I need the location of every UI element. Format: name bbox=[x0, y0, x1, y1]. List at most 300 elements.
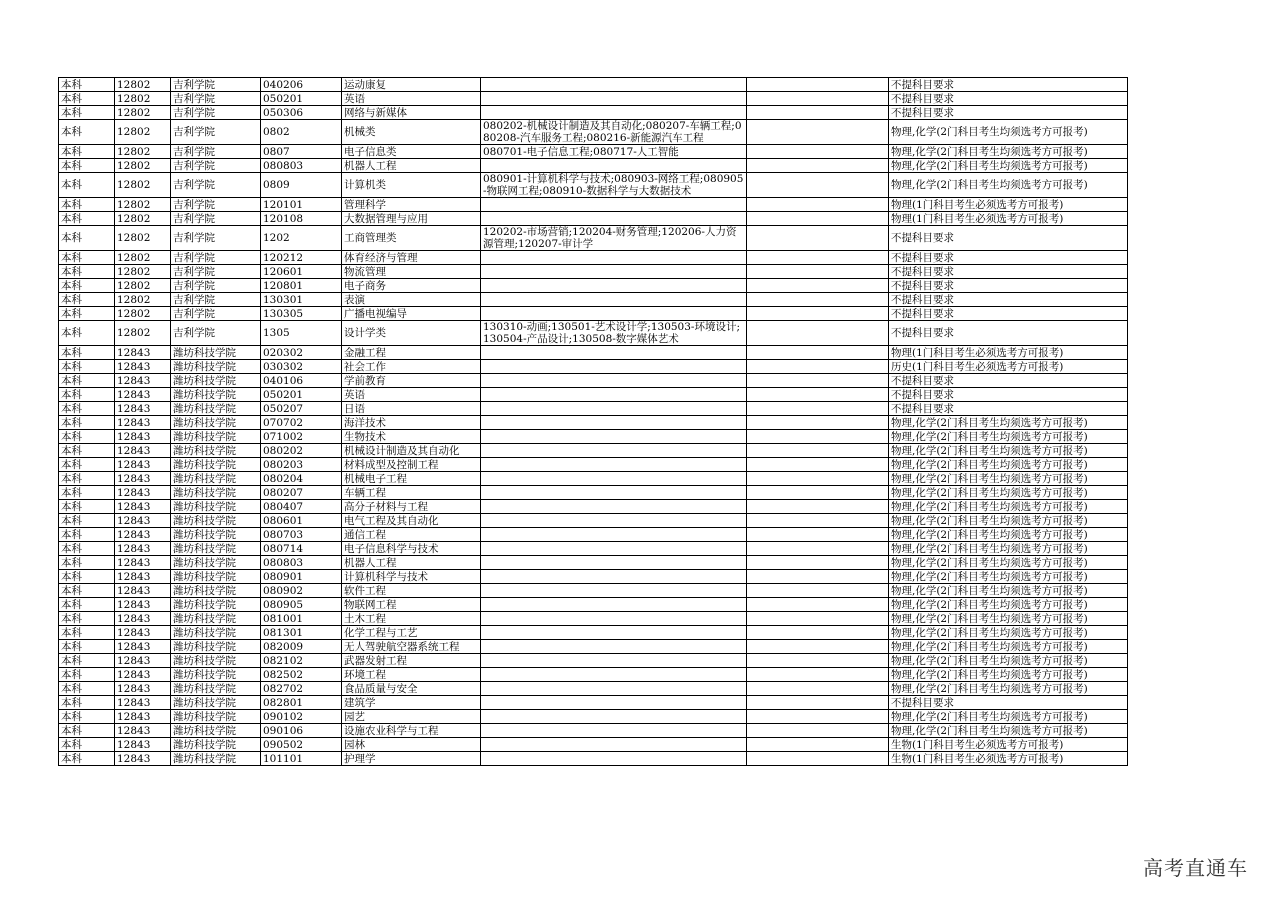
code-cell: 12802 bbox=[115, 159, 171, 173]
table-row bbox=[59, 145, 1128, 159]
level-cell: 本科 bbox=[59, 212, 115, 226]
included-majors-cell bbox=[481, 528, 747, 542]
code-cell: 12843 bbox=[115, 374, 171, 388]
requirement-cell: 物理,化学(2门科目考生均须选考方可报考) bbox=[889, 159, 1128, 173]
code-cell: 12843 bbox=[115, 346, 171, 360]
major-name-cell: 物流管理 bbox=[342, 265, 481, 279]
included-majors-cell bbox=[481, 374, 747, 388]
included-majors-cell bbox=[481, 212, 747, 226]
code-cell: 12843 bbox=[115, 640, 171, 654]
blank-cell bbox=[747, 198, 889, 212]
blank-cell bbox=[747, 92, 889, 106]
major-code-cell: 120601 bbox=[261, 265, 342, 279]
table-row bbox=[59, 265, 1128, 279]
major-name-cell: 环境工程 bbox=[342, 668, 481, 682]
code-cell: 12843 bbox=[115, 430, 171, 444]
level-cell: 本科 bbox=[59, 752, 115, 766]
blank-cell bbox=[747, 724, 889, 738]
level-cell: 本科 bbox=[59, 486, 115, 500]
school-cell: 潍坊科技学院 bbox=[171, 710, 261, 724]
level-cell: 本科 bbox=[59, 360, 115, 374]
requirement-cell: 物理,化学(2门科目考生均须选考方可报考) bbox=[889, 444, 1128, 458]
school-cell: 吉利学院 bbox=[171, 265, 261, 279]
requirement-cell: 不提科目要求 bbox=[889, 388, 1128, 402]
level-cell: 本科 bbox=[59, 724, 115, 738]
requirement-cell: 不提科目要求 bbox=[889, 92, 1128, 106]
included-majors-cell bbox=[481, 626, 747, 640]
included-majors-cell bbox=[481, 710, 747, 724]
table-row bbox=[59, 528, 1128, 542]
level-cell: 本科 bbox=[59, 198, 115, 212]
major-code-cell: 082502 bbox=[261, 668, 342, 682]
requirement-cell: 不提科目要求 bbox=[889, 696, 1128, 710]
table-row bbox=[59, 724, 1128, 738]
major-code-cell: 070702 bbox=[261, 416, 342, 430]
code-cell: 12843 bbox=[115, 528, 171, 542]
requirement-cell: 不提科目要求 bbox=[889, 78, 1128, 92]
major-code-cell: 080901 bbox=[261, 570, 342, 584]
code-cell: 12843 bbox=[115, 388, 171, 402]
code-cell: 12843 bbox=[115, 402, 171, 416]
major-code-cell: 1305 bbox=[261, 321, 342, 346]
major-code-cell: 040206 bbox=[261, 78, 342, 92]
major-code-cell: 1202 bbox=[261, 226, 342, 251]
code-cell: 12843 bbox=[115, 710, 171, 724]
school-cell: 潍坊科技学院 bbox=[171, 612, 261, 626]
major-name-cell: 物联网工程 bbox=[342, 598, 481, 612]
school-cell: 潍坊科技学院 bbox=[171, 458, 261, 472]
requirement-cell: 物理,化学(2门科目考生均须选考方可报考) bbox=[889, 458, 1128, 472]
code-cell: 12843 bbox=[115, 584, 171, 598]
blank-cell bbox=[747, 106, 889, 120]
blank-cell bbox=[747, 696, 889, 710]
code-cell: 12843 bbox=[115, 724, 171, 738]
major-code-cell: 030302 bbox=[261, 360, 342, 374]
major-name-cell: 英语 bbox=[342, 388, 481, 402]
table-row bbox=[59, 752, 1128, 766]
code-cell: 12802 bbox=[115, 321, 171, 346]
major-code-cell: 080803 bbox=[261, 556, 342, 570]
table-row bbox=[59, 486, 1128, 500]
table-body bbox=[59, 78, 1128, 766]
blank-cell bbox=[747, 654, 889, 668]
table-row bbox=[59, 251, 1128, 265]
blank-cell bbox=[747, 556, 889, 570]
requirement-cell: 物理,化学(2门科目考生均须选考方可报考) bbox=[889, 584, 1128, 598]
code-cell: 12843 bbox=[115, 472, 171, 486]
major-code-cell: 081301 bbox=[261, 626, 342, 640]
major-code-cell: 130301 bbox=[261, 293, 342, 307]
included-majors-cell: 080901-计算机科学与技术;080903-网络工程;080905-物联网工程;080910-数据科学与大数据技术 bbox=[481, 173, 747, 198]
major-name-cell: 计算机类 bbox=[342, 173, 481, 198]
code-cell: 12802 bbox=[115, 173, 171, 198]
requirement-cell: 物理(1门科目考生必须选考方可报考) bbox=[889, 198, 1128, 212]
major-name-cell: 运动康复 bbox=[342, 78, 481, 92]
table-row bbox=[59, 668, 1128, 682]
included-majors-cell bbox=[481, 738, 747, 752]
major-name-cell: 食品质量与安全 bbox=[342, 682, 481, 696]
table-row bbox=[59, 514, 1128, 528]
blank-cell bbox=[747, 145, 889, 159]
blank-cell bbox=[747, 360, 889, 374]
major-code-cell: 080714 bbox=[261, 542, 342, 556]
included-majors-cell bbox=[481, 542, 747, 556]
level-cell: 本科 bbox=[59, 120, 115, 145]
table-row bbox=[59, 212, 1128, 226]
requirement-cell: 物理,化学(2门科目考生均须选考方可报考) bbox=[889, 145, 1128, 159]
blank-cell bbox=[747, 120, 889, 145]
level-cell: 本科 bbox=[59, 514, 115, 528]
included-majors-cell bbox=[481, 598, 747, 612]
included-majors-cell bbox=[481, 279, 747, 293]
level-cell: 本科 bbox=[59, 321, 115, 346]
included-majors-cell bbox=[481, 654, 747, 668]
code-cell: 12843 bbox=[115, 654, 171, 668]
major-name-cell: 日语 bbox=[342, 402, 481, 416]
included-majors-cell bbox=[481, 92, 747, 106]
level-cell: 本科 bbox=[59, 542, 115, 556]
table-row bbox=[59, 570, 1128, 584]
school-cell: 潍坊科技学院 bbox=[171, 402, 261, 416]
blank-cell bbox=[747, 279, 889, 293]
school-cell: 吉利学院 bbox=[171, 212, 261, 226]
requirement-cell: 物理(1门科目考生必须选考方可报考) bbox=[889, 212, 1128, 226]
included-majors-cell bbox=[481, 724, 747, 738]
major-code-cell: 120108 bbox=[261, 212, 342, 226]
major-name-cell: 金融工程 bbox=[342, 346, 481, 360]
blank-cell bbox=[747, 710, 889, 724]
major-code-cell: 130305 bbox=[261, 307, 342, 321]
included-majors-cell bbox=[481, 293, 747, 307]
major-code-cell: 050201 bbox=[261, 92, 342, 106]
school-cell: 吉利学院 bbox=[171, 106, 261, 120]
blank-cell bbox=[747, 738, 889, 752]
major-code-cell: 050207 bbox=[261, 402, 342, 416]
level-cell: 本科 bbox=[59, 654, 115, 668]
major-code-cell: 120212 bbox=[261, 251, 342, 265]
school-cell: 吉利学院 bbox=[171, 321, 261, 346]
major-name-cell: 无人驾驶航空器系统工程 bbox=[342, 640, 481, 654]
requirement-cell: 不提科目要求 bbox=[889, 321, 1128, 346]
requirement-cell: 物理,化学(2门科目考生均须选考方可报考) bbox=[889, 654, 1128, 668]
included-majors-cell bbox=[481, 360, 747, 374]
school-cell: 潍坊科技学院 bbox=[171, 346, 261, 360]
major-name-cell: 设计学类 bbox=[342, 321, 481, 346]
school-cell: 潍坊科技学院 bbox=[171, 682, 261, 696]
blank-cell bbox=[747, 570, 889, 584]
major-code-cell: 050201 bbox=[261, 388, 342, 402]
table-row bbox=[59, 92, 1128, 106]
level-cell: 本科 bbox=[59, 668, 115, 682]
code-cell: 12843 bbox=[115, 682, 171, 696]
included-majors-cell bbox=[481, 416, 747, 430]
school-cell: 潍坊科技学院 bbox=[171, 584, 261, 598]
table-row bbox=[59, 198, 1128, 212]
school-cell: 吉利学院 bbox=[171, 120, 261, 145]
code-cell: 12802 bbox=[115, 293, 171, 307]
major-code-cell: 080204 bbox=[261, 472, 342, 486]
included-majors-cell bbox=[481, 159, 747, 173]
major-code-cell: 082702 bbox=[261, 682, 342, 696]
code-cell: 12843 bbox=[115, 598, 171, 612]
blank-cell bbox=[747, 307, 889, 321]
school-cell: 潍坊科技学院 bbox=[171, 668, 261, 682]
table-row bbox=[59, 598, 1128, 612]
included-majors-cell bbox=[481, 612, 747, 626]
major-name-cell: 软件工程 bbox=[342, 584, 481, 598]
code-cell: 12843 bbox=[115, 444, 171, 458]
major-code-cell: 120101 bbox=[261, 198, 342, 212]
level-cell: 本科 bbox=[59, 500, 115, 514]
major-code-cell: 0809 bbox=[261, 173, 342, 198]
requirement-cell: 物理,化学(2门科目考生均须选考方可报考) bbox=[889, 640, 1128, 654]
table-row bbox=[59, 654, 1128, 668]
code-cell: 12843 bbox=[115, 458, 171, 472]
level-cell: 本科 bbox=[59, 293, 115, 307]
table-row bbox=[59, 402, 1128, 416]
level-cell: 本科 bbox=[59, 458, 115, 472]
table-row bbox=[59, 307, 1128, 321]
blank-cell bbox=[747, 346, 889, 360]
blank-cell bbox=[747, 251, 889, 265]
major-code-cell: 080601 bbox=[261, 514, 342, 528]
requirement-cell: 不提科目要求 bbox=[889, 279, 1128, 293]
school-cell: 潍坊科技学院 bbox=[171, 738, 261, 752]
school-cell: 潍坊科技学院 bbox=[171, 598, 261, 612]
included-majors-cell bbox=[481, 570, 747, 584]
school-cell: 吉利学院 bbox=[171, 198, 261, 212]
table-row bbox=[59, 279, 1128, 293]
requirement-cell: 物理,化学(2门科目考生均须选考方可报考) bbox=[889, 500, 1128, 514]
requirement-cell: 物理,化学(2门科目考生均须选考方可报考) bbox=[889, 556, 1128, 570]
school-cell: 潍坊科技学院 bbox=[171, 556, 261, 570]
major-code-cell: 090106 bbox=[261, 724, 342, 738]
requirement-cell: 不提科目要求 bbox=[889, 251, 1128, 265]
code-cell: 12802 bbox=[115, 120, 171, 145]
major-code-cell: 020302 bbox=[261, 346, 342, 360]
code-cell: 12843 bbox=[115, 738, 171, 752]
level-cell: 本科 bbox=[59, 346, 115, 360]
table-row bbox=[59, 682, 1128, 696]
blank-cell bbox=[747, 668, 889, 682]
major-name-cell: 网络与新媒体 bbox=[342, 106, 481, 120]
major-name-cell: 计算机科学与技术 bbox=[342, 570, 481, 584]
school-cell: 潍坊科技学院 bbox=[171, 486, 261, 500]
school-cell: 潍坊科技学院 bbox=[171, 626, 261, 640]
level-cell: 本科 bbox=[59, 738, 115, 752]
major-name-cell: 表演 bbox=[342, 293, 481, 307]
blank-cell bbox=[747, 542, 889, 556]
major-name-cell: 土木工程 bbox=[342, 612, 481, 626]
level-cell: 本科 bbox=[59, 598, 115, 612]
level-cell: 本科 bbox=[59, 374, 115, 388]
code-cell: 12843 bbox=[115, 752, 171, 766]
requirement-cell: 不提科目要求 bbox=[889, 226, 1128, 251]
blank-cell bbox=[747, 514, 889, 528]
requirement-cell: 物理,化学(2门科目考生均须选考方可报考) bbox=[889, 626, 1128, 640]
level-cell: 本科 bbox=[59, 430, 115, 444]
blank-cell bbox=[747, 598, 889, 612]
level-cell: 本科 bbox=[59, 226, 115, 251]
major-name-cell: 管理科学 bbox=[342, 198, 481, 212]
major-name-cell: 高分子材料与工程 bbox=[342, 500, 481, 514]
table-row bbox=[59, 584, 1128, 598]
requirement-cell: 不提科目要求 bbox=[889, 402, 1128, 416]
major-name-cell: 电气工程及其自动化 bbox=[342, 514, 481, 528]
major-name-cell: 社会工作 bbox=[342, 360, 481, 374]
school-cell: 吉利学院 bbox=[171, 145, 261, 159]
major-name-cell: 机器人工程 bbox=[342, 556, 481, 570]
school-cell: 潍坊科技学院 bbox=[171, 752, 261, 766]
code-cell: 12802 bbox=[115, 198, 171, 212]
table-row bbox=[59, 159, 1128, 173]
requirement-cell: 不提科目要求 bbox=[889, 374, 1128, 388]
table-row bbox=[59, 640, 1128, 654]
code-cell: 12843 bbox=[115, 612, 171, 626]
requirement-cell: 物理,化学(2门科目考生均须选考方可报考) bbox=[889, 120, 1128, 145]
major-name-cell: 材料成型及控制工程 bbox=[342, 458, 481, 472]
blank-cell bbox=[747, 430, 889, 444]
requirement-cell: 物理,化学(2门科目考生均须选考方可报考) bbox=[889, 486, 1128, 500]
code-cell: 12843 bbox=[115, 696, 171, 710]
school-cell: 吉利学院 bbox=[171, 279, 261, 293]
level-cell: 本科 bbox=[59, 472, 115, 486]
requirement-cell: 不提科目要求 bbox=[889, 265, 1128, 279]
included-majors-cell bbox=[481, 265, 747, 279]
included-majors-cell bbox=[481, 486, 747, 500]
level-cell: 本科 bbox=[59, 159, 115, 173]
requirement-cell: 物理,化学(2门科目考生均须选考方可报考) bbox=[889, 472, 1128, 486]
level-cell: 本科 bbox=[59, 173, 115, 198]
included-majors-cell bbox=[481, 251, 747, 265]
table-row bbox=[59, 78, 1128, 92]
school-cell: 吉利学院 bbox=[171, 173, 261, 198]
major-code-cell: 071002 bbox=[261, 430, 342, 444]
school-cell: 潍坊科技学院 bbox=[171, 360, 261, 374]
code-cell: 12843 bbox=[115, 500, 171, 514]
included-majors-cell bbox=[481, 458, 747, 472]
school-cell: 潍坊科技学院 bbox=[171, 640, 261, 654]
level-cell: 本科 bbox=[59, 402, 115, 416]
included-majors-cell bbox=[481, 106, 747, 120]
requirement-cell: 物理,化学(2门科目考生均须选考方可报考) bbox=[889, 173, 1128, 198]
major-name-cell: 电子信息科学与技术 bbox=[342, 542, 481, 556]
major-name-cell: 护理学 bbox=[342, 752, 481, 766]
code-cell: 12843 bbox=[115, 668, 171, 682]
code-cell: 12802 bbox=[115, 226, 171, 251]
major-name-cell: 体育经济与管理 bbox=[342, 251, 481, 265]
code-cell: 12802 bbox=[115, 78, 171, 92]
level-cell: 本科 bbox=[59, 696, 115, 710]
school-cell: 潍坊科技学院 bbox=[171, 570, 261, 584]
major-name-cell: 机械电子工程 bbox=[342, 472, 481, 486]
blank-cell bbox=[747, 402, 889, 416]
table-row bbox=[59, 458, 1128, 472]
code-cell: 12802 bbox=[115, 145, 171, 159]
requirement-cell: 物理,化学(2门科目考生均须选考方可报考) bbox=[889, 542, 1128, 556]
level-cell: 本科 bbox=[59, 78, 115, 92]
major-code-cell: 120801 bbox=[261, 279, 342, 293]
code-cell: 12843 bbox=[115, 486, 171, 500]
blank-cell bbox=[747, 159, 889, 173]
school-cell: 潍坊科技学院 bbox=[171, 416, 261, 430]
major-name-cell: 园艺 bbox=[342, 710, 481, 724]
level-cell: 本科 bbox=[59, 265, 115, 279]
school-cell: 吉利学院 bbox=[171, 78, 261, 92]
included-majors-cell bbox=[481, 346, 747, 360]
school-cell: 吉利学院 bbox=[171, 251, 261, 265]
included-majors-cell bbox=[481, 198, 747, 212]
level-cell: 本科 bbox=[59, 145, 115, 159]
included-majors-cell bbox=[481, 752, 747, 766]
major-name-cell: 武器发射工程 bbox=[342, 654, 481, 668]
table-row bbox=[59, 321, 1128, 346]
blank-cell bbox=[747, 500, 889, 514]
school-cell: 潍坊科技学院 bbox=[171, 724, 261, 738]
requirement-cell: 物理,化学(2门科目考生均须选考方可报考) bbox=[889, 598, 1128, 612]
included-majors-cell bbox=[481, 402, 747, 416]
requirement-cell: 物理,化学(2门科目考生均须选考方可报考) bbox=[889, 668, 1128, 682]
code-cell: 12802 bbox=[115, 265, 171, 279]
school-cell: 吉利学院 bbox=[171, 307, 261, 321]
table-row bbox=[59, 612, 1128, 626]
code-cell: 12802 bbox=[115, 106, 171, 120]
school-cell: 潍坊科技学院 bbox=[171, 696, 261, 710]
school-cell: 潍坊科技学院 bbox=[171, 374, 261, 388]
blank-cell bbox=[747, 416, 889, 430]
requirement-cell: 历史(1门科目考生必须选考方可报考) bbox=[889, 360, 1128, 374]
requirement-cell: 物理,化学(2门科目考生均须选考方可报考) bbox=[889, 570, 1128, 584]
table-row bbox=[59, 416, 1128, 430]
school-cell: 潍坊科技学院 bbox=[171, 500, 261, 514]
level-cell: 本科 bbox=[59, 444, 115, 458]
blank-cell bbox=[747, 265, 889, 279]
code-cell: 12843 bbox=[115, 626, 171, 640]
major-code-cell: 050306 bbox=[261, 106, 342, 120]
level-cell: 本科 bbox=[59, 416, 115, 430]
requirement-cell: 不提科目要求 bbox=[889, 307, 1128, 321]
blank-cell bbox=[747, 226, 889, 251]
major-code-cell: 080203 bbox=[261, 458, 342, 472]
major-code-cell: 080902 bbox=[261, 584, 342, 598]
code-cell: 12843 bbox=[115, 360, 171, 374]
blank-cell bbox=[747, 528, 889, 542]
blank-cell bbox=[747, 472, 889, 486]
major-name-cell: 建筑学 bbox=[342, 696, 481, 710]
level-cell: 本科 bbox=[59, 279, 115, 293]
code-cell: 12843 bbox=[115, 570, 171, 584]
level-cell: 本科 bbox=[59, 612, 115, 626]
level-cell: 本科 bbox=[59, 640, 115, 654]
major-code-cell: 080803 bbox=[261, 159, 342, 173]
included-majors-cell: 080701-电子信息工程;080717-人工智能 bbox=[481, 145, 747, 159]
major-code-cell: 080703 bbox=[261, 528, 342, 542]
level-cell: 本科 bbox=[59, 388, 115, 402]
major-name-cell: 设施农业科学与工程 bbox=[342, 724, 481, 738]
blank-cell bbox=[747, 293, 889, 307]
included-majors-cell bbox=[481, 500, 747, 514]
table-row bbox=[59, 556, 1128, 570]
major-name-cell: 海洋技术 bbox=[342, 416, 481, 430]
blank-cell bbox=[747, 612, 889, 626]
requirement-cell: 物理,化学(2门科目考生均须选考方可报考) bbox=[889, 682, 1128, 696]
table-row bbox=[59, 173, 1128, 198]
blank-cell bbox=[747, 444, 889, 458]
code-cell: 12843 bbox=[115, 416, 171, 430]
blank-cell bbox=[747, 486, 889, 500]
code-cell: 12802 bbox=[115, 212, 171, 226]
school-cell: 潍坊科技学院 bbox=[171, 528, 261, 542]
